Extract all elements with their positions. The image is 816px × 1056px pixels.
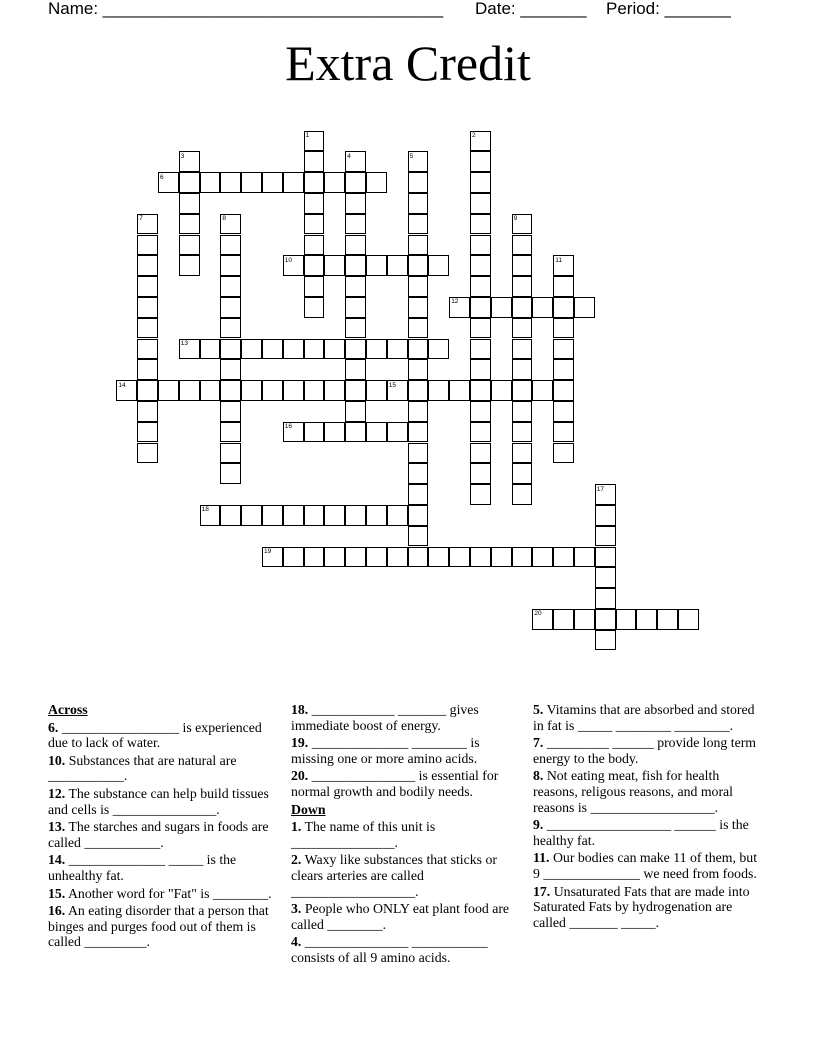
cell-number: 9 <box>513 215 518 223</box>
crossword-cell[interactable] <box>304 235 325 256</box>
crossword-cell[interactable] <box>470 151 491 172</box>
down-clue <box>291 934 523 965</box>
across-clue <box>291 702 523 733</box>
crossword-cell[interactable] <box>387 255 408 276</box>
clue-number: 18. <box>291 702 309 717</box>
crossword-cell[interactable] <box>262 339 283 360</box>
clue-text: People who ONLY eat plant food are called ________. <box>291 901 510 932</box>
crossword-cell[interactable] <box>324 422 345 443</box>
crossword-cell[interactable] <box>345 193 366 214</box>
clue-text: _________________ is experienced due to lack of water. <box>48 719 262 751</box>
crossword-cell[interactable] <box>283 505 304 526</box>
crossword-cell[interactable] <box>408 526 429 547</box>
page-title: Extra Credit <box>285 35 531 91</box>
crossword-cell[interactable] <box>137 380 158 401</box>
crossword-cell[interactable] <box>470 443 491 464</box>
crossword-cell[interactable] <box>345 255 366 276</box>
crossword-cell[interactable] <box>428 380 449 401</box>
across-clue <box>48 753 280 784</box>
crossword-cell[interactable] <box>137 235 158 256</box>
cell-number: 15 <box>388 381 397 389</box>
cell-number: 3 <box>180 152 185 160</box>
crossword-cell[interactable] <box>220 463 241 484</box>
crossword-cell[interactable] <box>345 172 366 193</box>
clue-number: 3. <box>291 901 302 917</box>
clue-text: _______________ is essential for normal growth and bodily needs. <box>291 768 499 799</box>
clue-text: Substances that are natural are ___________. <box>48 752 237 784</box>
period-field[interactable]: Period: _______ <box>606 0 731 18</box>
crossword-cell[interactable] <box>532 547 553 568</box>
crossword-cell[interactable] <box>470 484 491 505</box>
crossword-cell[interactable] <box>470 193 491 214</box>
crossword-cell[interactable] <box>324 339 345 360</box>
crossword-cell[interactable] <box>220 235 241 256</box>
crossword-cell[interactable] <box>408 318 429 339</box>
crossword-cell[interactable] <box>553 276 574 297</box>
clue-number: 13. <box>48 819 66 835</box>
clue-number: 9. <box>533 817 544 833</box>
down-clue <box>533 850 765 881</box>
crossword-cell[interactable] <box>408 193 429 214</box>
crossword-cell[interactable] <box>449 547 470 568</box>
crossword-cell[interactable] <box>241 505 262 526</box>
crossword-cell[interactable] <box>345 547 366 568</box>
crossword-cell[interactable] <box>449 380 470 401</box>
crossword-cell[interactable] <box>408 484 429 505</box>
clue-number: 11. <box>533 850 550 866</box>
crossword-cell[interactable] <box>345 422 366 443</box>
clue-text: The starches and sugars in foods are called ___________. <box>48 819 269 850</box>
crossword-cell[interactable] <box>324 505 345 526</box>
crossword-cell[interactable] <box>345 276 366 297</box>
crossword-cell[interactable] <box>220 401 241 422</box>
cell-number: 8 <box>222 215 227 223</box>
crossword-cell[interactable] <box>470 401 491 422</box>
clue-text: _______________ ___________ consists of all 9 amino acids. <box>291 934 488 965</box>
crossword-cell[interactable] <box>200 172 221 193</box>
crossword-cell[interactable] <box>408 422 429 443</box>
clue-text: An eating disorder that a person that binges and purges food out of them is called _________. <box>48 903 269 950</box>
crossword-cell[interactable] <box>241 339 262 360</box>
crossword-cell[interactable] <box>470 172 491 193</box>
crossword-cell[interactable] <box>553 547 574 568</box>
crossword-cell[interactable] <box>387 339 408 360</box>
crossword-cell[interactable] <box>512 276 533 297</box>
crossword-cell[interactable] <box>345 318 366 339</box>
crossword-cell[interactable] <box>512 318 533 339</box>
crossword-cell[interactable] <box>595 567 616 588</box>
crossword-cell[interactable] <box>241 172 262 193</box>
crossword-cell[interactable] <box>324 255 345 276</box>
across-clue <box>291 735 523 766</box>
crossword-cell[interactable] <box>491 380 512 401</box>
crossword-cell[interactable] <box>470 297 491 318</box>
across-heading: Across <box>48 702 88 717</box>
clue-text: The name of this unit is _______________. <box>291 819 436 850</box>
clue-text: Unsaturated Fats that are made into Saturated Fats by hydrogenation are called _______ _____. <box>533 883 750 930</box>
across-clue <box>48 886 280 902</box>
crossword-cell[interactable] <box>137 318 158 339</box>
crossword-cell[interactable] <box>491 297 512 318</box>
crossword-cell[interactable] <box>220 255 241 276</box>
down-clue <box>291 819 523 850</box>
crossword-cell[interactable] <box>512 235 533 256</box>
clue-number: 4. <box>291 934 302 950</box>
crossword-cell[interactable] <box>428 255 449 276</box>
crossword-cell[interactable] <box>408 297 429 318</box>
crossword-cell[interactable] <box>470 359 491 380</box>
cell-number: 18 <box>201 506 209 514</box>
clue-text: ______________ _____ is the unhealthy fat. <box>48 852 237 883</box>
crossword-cell[interactable] <box>428 547 449 568</box>
across-clue <box>291 768 523 799</box>
crossword-cell[interactable] <box>574 609 595 630</box>
crossword-cell[interactable] <box>553 359 574 380</box>
crossword-cell[interactable] <box>553 297 574 318</box>
crossword-cell[interactable] <box>512 297 533 318</box>
crossword-cell[interactable] <box>179 172 200 193</box>
clue-number: 8. <box>533 768 544 784</box>
cell-number: 16 <box>284 423 293 431</box>
crossword-cell[interactable] <box>595 505 616 526</box>
cell-number: 10 <box>284 256 293 264</box>
crossword-cell[interactable] <box>304 547 325 568</box>
crossword-cell[interactable] <box>345 339 366 360</box>
clue-number: 15. <box>48 885 66 901</box>
cell-number: 11 <box>555 256 562 264</box>
crossword-cell[interactable] <box>304 380 325 401</box>
crossword-cell[interactable] <box>512 380 533 401</box>
down-clue <box>533 768 765 815</box>
crossword-cell[interactable] <box>220 505 241 526</box>
crossword-cell[interactable] <box>220 422 241 443</box>
crossword-cell[interactable] <box>408 463 429 484</box>
crossword-cell[interactable] <box>491 547 512 568</box>
crossword-cell[interactable] <box>304 505 325 526</box>
clue-number: 16. <box>48 903 66 919</box>
crossword-cell[interactable] <box>408 214 429 235</box>
across-clue <box>48 852 280 883</box>
crossword-cell[interactable] <box>137 255 158 276</box>
crossword-cell[interactable] <box>512 255 533 276</box>
clue-number: 6. <box>48 719 59 735</box>
crossword-cell[interactable] <box>179 193 200 214</box>
cell-number: 14 <box>118 381 126 389</box>
down-clue <box>533 817 765 848</box>
crossword-cell[interactable] <box>366 422 387 443</box>
crossword-cell[interactable] <box>595 588 616 609</box>
clue-text: _________ ______ provide long term energy to the body. <box>533 735 757 766</box>
crossword-cell[interactable] <box>512 422 533 443</box>
crossword-cell[interactable] <box>304 276 325 297</box>
crossword-cell[interactable] <box>408 276 429 297</box>
crossword-cell[interactable] <box>553 339 574 360</box>
down-heading: Down <box>291 801 326 817</box>
clue-number: 20. <box>291 768 309 784</box>
crossword-cell[interactable] <box>366 255 387 276</box>
crossword-cell[interactable] <box>220 359 241 380</box>
crossword-cell[interactable] <box>387 422 408 443</box>
crossword-cell[interactable] <box>553 318 574 339</box>
crossword-cell[interactable] <box>636 609 657 630</box>
cell-number: 4 <box>347 152 351 160</box>
cell-number: 1 <box>305 132 310 139</box>
crossword-cell[interactable] <box>304 297 325 318</box>
clue-number: 1. <box>291 819 302 835</box>
crossword-cell[interactable] <box>532 380 553 401</box>
down-clue <box>533 735 765 766</box>
clue-text: The substance can help build tissues and cells is _______________. <box>48 785 269 817</box>
crossword-cell[interactable] <box>616 609 637 630</box>
crossword-cell[interactable] <box>220 318 241 339</box>
crossword-cell[interactable] <box>470 463 491 484</box>
crossword-cell[interactable] <box>470 547 491 568</box>
crossword-cell[interactable] <box>345 505 366 526</box>
date-field[interactable]: Date: _______ <box>475 0 587 18</box>
crossword-cell[interactable] <box>512 547 533 568</box>
crossword-cell[interactable] <box>304 214 325 235</box>
crossword-cell[interactable] <box>324 547 345 568</box>
crossword-cell[interactable] <box>345 297 366 318</box>
crossword-cell[interactable] <box>553 422 574 443</box>
crossword-cell[interactable] <box>200 380 221 401</box>
crossword-cell[interactable] <box>408 505 429 526</box>
down-clue <box>291 901 523 932</box>
name-field[interactable]: Name: ____________________________________ <box>48 0 444 18</box>
crossword-cell[interactable] <box>345 359 366 380</box>
crossword-cell[interactable] <box>283 172 304 193</box>
crossword-cell[interactable] <box>220 443 241 464</box>
clue-number: 5. <box>533 702 544 717</box>
crossword-cell[interactable] <box>179 380 200 401</box>
across-clue <box>48 720 280 751</box>
cell-number: 20 <box>534 610 542 618</box>
crossword-cell[interactable] <box>387 547 408 568</box>
crossword-cell[interactable] <box>283 547 304 568</box>
clue-text: Another word for "Fat" is ________. <box>67 885 272 901</box>
crossword-cell[interactable] <box>262 172 283 193</box>
crossword-cell[interactable] <box>220 380 241 401</box>
crossword-cell[interactable] <box>470 276 491 297</box>
crossword-cell[interactable] <box>262 505 283 526</box>
clue-column-3 <box>533 702 765 932</box>
crossword-cell[interactable] <box>283 380 304 401</box>
crossword-cell[interactable] <box>470 318 491 339</box>
cell-number: 19 <box>264 548 272 555</box>
crossword-cell[interactable] <box>512 359 533 380</box>
crossword-cell[interactable] <box>408 172 429 193</box>
crossword-cell[interactable] <box>408 255 429 276</box>
crossword-cell[interactable] <box>304 172 325 193</box>
clue-number: 7. <box>533 735 544 751</box>
crossword-cell[interactable] <box>179 235 200 256</box>
crossword-cell[interactable] <box>470 255 491 276</box>
crossword-cell[interactable] <box>387 505 408 526</box>
crossword-cell[interactable] <box>366 339 387 360</box>
cell-number: 6 <box>160 173 164 181</box>
cell-number: 5 <box>409 152 414 160</box>
crossword-cell[interactable] <box>304 151 325 172</box>
clue-number: 2. <box>291 852 302 868</box>
crossword-cell[interactable] <box>366 380 387 401</box>
clue-text: Not eating meat, fish for health reasons, religous reasons, and moral reasons is __________________. <box>533 768 734 815</box>
clue-text: __________________ ______ is the healthy fat. <box>533 817 749 848</box>
crossword-cell[interactable] <box>366 172 387 193</box>
crossword-cell[interactable] <box>304 339 325 360</box>
clue-text: Waxy like substances that sticks or clears arteries are called __________________. <box>291 852 497 899</box>
cell-number: 12 <box>451 298 459 306</box>
crossword-cell[interactable] <box>345 214 366 235</box>
crossword-cell[interactable] <box>137 401 158 422</box>
cell-number: 2 <box>472 132 476 139</box>
crossword-cell[interactable] <box>595 630 616 651</box>
crossword-cell[interactable] <box>324 172 345 193</box>
crossword-cell[interactable] <box>220 339 241 360</box>
down-clue <box>533 702 765 733</box>
crossword-cell[interactable] <box>137 339 158 360</box>
crossword-cell[interactable] <box>220 276 241 297</box>
crossword-cell[interactable] <box>408 359 429 380</box>
crossword-cell[interactable] <box>408 547 429 568</box>
crossword-cell[interactable] <box>200 339 221 360</box>
crossword-cell[interactable] <box>241 380 262 401</box>
crossword-cell[interactable] <box>137 276 158 297</box>
crossword-cell[interactable] <box>283 339 304 360</box>
crossword-cell[interactable] <box>470 422 491 443</box>
crossword-cell[interactable] <box>158 380 179 401</box>
crossword-cell[interactable] <box>595 547 616 568</box>
clue-text: ______________ ________ is missing one or more amino acids. <box>291 735 480 766</box>
crossword-cell[interactable] <box>553 380 574 401</box>
clue-text: Vitamins that are absorbed and stored in fat is _____ ________ ________. <box>533 702 755 733</box>
crossword-cell[interactable] <box>137 422 158 443</box>
crossword-cell[interactable] <box>532 297 553 318</box>
clue-number: 12. <box>48 785 66 801</box>
crossword-cell[interactable] <box>408 401 429 422</box>
crossword-cell[interactable] <box>470 235 491 256</box>
crossword-cell[interactable] <box>553 443 574 464</box>
crossword-cell[interactable] <box>304 422 325 443</box>
across-clue <box>48 903 280 950</box>
clue-column-2 <box>291 702 523 968</box>
crossword-cell[interactable] <box>512 339 533 360</box>
crossword-cell[interactable] <box>512 484 533 505</box>
crossword-cell[interactable] <box>304 193 325 214</box>
crossword-cell[interactable] <box>574 297 595 318</box>
crossword-cell[interactable] <box>324 380 345 401</box>
crossword-cell[interactable] <box>179 214 200 235</box>
crossword-cell[interactable] <box>595 526 616 547</box>
crossword-cell[interactable] <box>553 401 574 422</box>
crossword-cell[interactable] <box>408 235 429 256</box>
crossword-cell[interactable] <box>179 255 200 276</box>
crossword-cell[interactable] <box>408 443 429 464</box>
crossword-cell[interactable] <box>408 380 429 401</box>
crossword-cell[interactable] <box>512 463 533 484</box>
crossword-cell[interactable] <box>262 380 283 401</box>
crossword-cell[interactable] <box>137 443 158 464</box>
crossword-cell[interactable] <box>408 339 429 360</box>
cell-number: 7 <box>139 215 143 223</box>
crossword-cell[interactable] <box>657 609 678 630</box>
clue-number: 17. <box>533 883 551 899</box>
crossword-cell[interactable] <box>366 505 387 526</box>
crossword-cell[interactable] <box>553 609 574 630</box>
crossword-cell[interactable] <box>220 297 241 318</box>
clue-number: 19. <box>291 735 309 751</box>
crossword-cell[interactable] <box>345 380 366 401</box>
cell-number: 13 <box>180 340 189 347</box>
crossword-cell[interactable] <box>595 609 616 630</box>
crossword-cell[interactable] <box>345 401 366 422</box>
clue-number: 14. <box>48 852 66 868</box>
across-clue <box>48 819 280 850</box>
across-clue <box>48 786 280 817</box>
down-clue <box>533 884 765 931</box>
crossword-cell[interactable] <box>428 339 449 360</box>
crossword-cell[interactable] <box>574 547 595 568</box>
crossword-cell[interactable] <box>304 255 325 276</box>
crossword-cell[interactable] <box>137 359 158 380</box>
crossword-cell[interactable] <box>137 297 158 318</box>
cell-number: 17 <box>596 485 605 493</box>
crossword-cell[interactable] <box>345 235 366 256</box>
crossword-cell[interactable] <box>366 547 387 568</box>
crossword-cell[interactable] <box>512 443 533 464</box>
crossword-cell[interactable] <box>470 380 491 401</box>
crossword-cell[interactable] <box>470 339 491 360</box>
clue-text: Our bodies can make 11 of them, but 9 ______________ we need from foods. <box>533 850 758 881</box>
clue-column-1 <box>48 702 280 952</box>
crossword-cell[interactable] <box>512 401 533 422</box>
crossword-cell[interactable] <box>220 172 241 193</box>
clue-text: ____________ _______ gives immediate boost of energy. <box>291 702 479 733</box>
clue-number: 10. <box>48 752 66 768</box>
down-clue <box>291 852 523 899</box>
crossword-cell[interactable] <box>678 609 699 630</box>
crossword-cell[interactable] <box>470 214 491 235</box>
